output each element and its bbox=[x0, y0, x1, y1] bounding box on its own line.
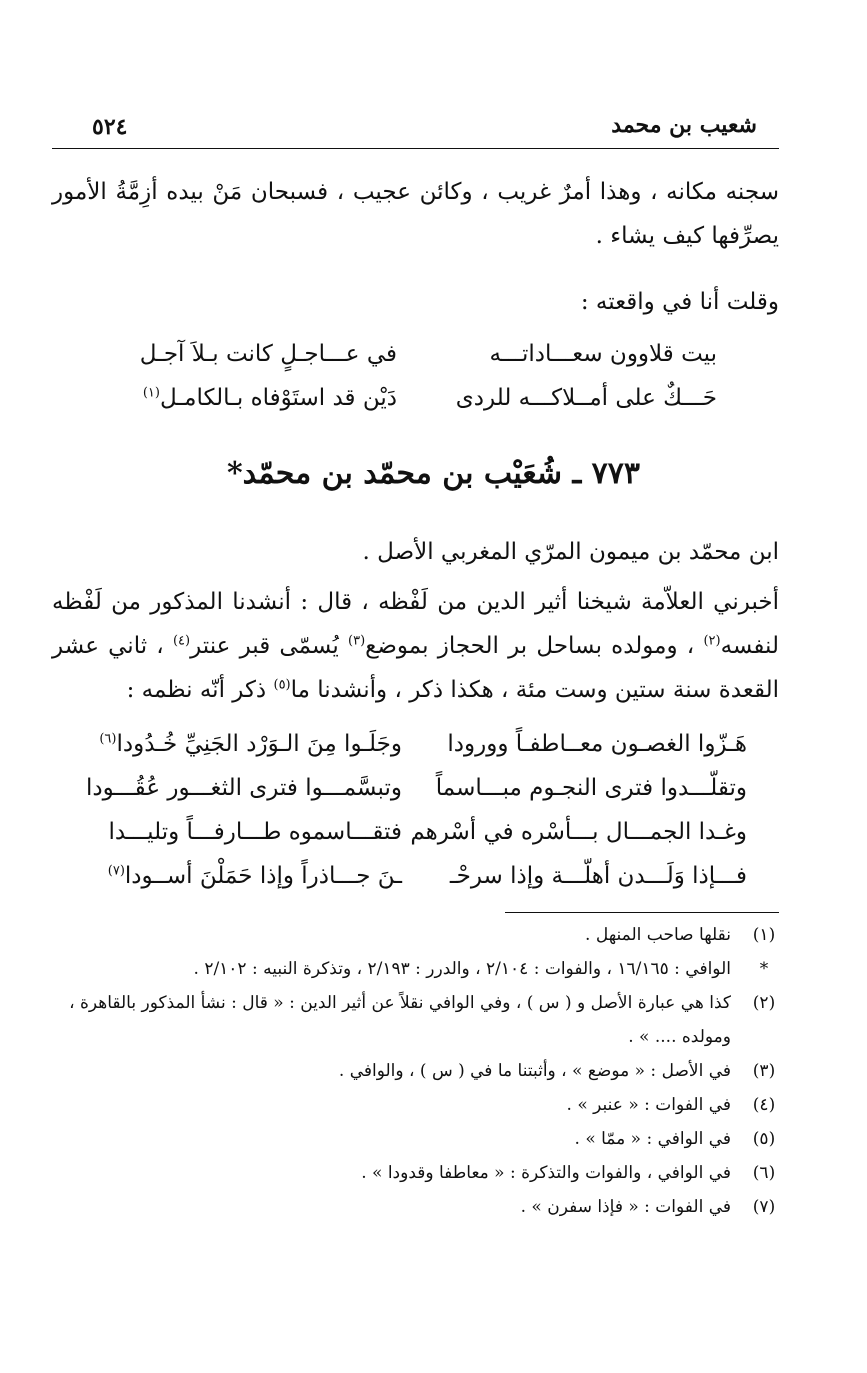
text-run: يُسمّى قبر عنتر bbox=[190, 633, 339, 659]
paragraph bbox=[52, 280, 779, 324]
footnote-ref: (٦) bbox=[99, 731, 117, 747]
footnote-text: الوافي : ١٦/١٦٥ ، والفوات : ٢/١٠٤ ، والدرر : ٢/١٩٣ ، وتذكرة النبيه : ٢/١٠٢ . bbox=[193, 959, 731, 979]
footnote bbox=[52, 1088, 779, 1122]
paragraph-text: سجنه مكانه ، وهذا أمرٌ غريب ، وكائن عجيب ، فسبحان مَنْ بيده أزِمَّةُ الأمور يصرِّفها كيف يشاء . bbox=[52, 179, 779, 249]
footnote-text: كذا هي عبارة الأصل و ( س ) ، وفي الوافي نقلاً عن أثير الدين : « قال : نشأ المذكور بالقاهرة ، ومولده .... » . bbox=[69, 993, 731, 1047]
poem-hemistich-text: وجَلَـوا مِنَ الـوَرْد الجَنِيِّ خُـدُودا bbox=[116, 731, 402, 757]
footnote-text: في الوافي ، والفوات والتذكرة : « معاطفا وقدودا » . bbox=[361, 1163, 731, 1183]
footnote-text: نقلها صاحب المنهل . bbox=[585, 925, 731, 945]
poem-hemistich-first: فـــإذا وَلَـــدن أهلّـــة وإذا سرحْـ bbox=[449, 863, 747, 889]
text-run: أخبرني العلاّمة شيخنا أثير الدين من لَفْظه ، قال : أنشدنا المذكور من لَفْظه لنفسه bbox=[52, 589, 780, 659]
poem-hemistich-second bbox=[99, 722, 402, 766]
paragraph-text: وقلت أنا في واقعته : bbox=[580, 289, 779, 315]
footnote-ref: (٣) bbox=[348, 633, 366, 649]
footnote-mark: (٧) bbox=[752, 1197, 776, 1217]
poem-hemistich-second bbox=[108, 854, 402, 898]
poem-hemistich-first: وتقلّـــدوا فترى النجـوم مبـــاسماً bbox=[435, 775, 747, 801]
footnote-mark: (٢) bbox=[752, 993, 776, 1013]
footnotes bbox=[52, 918, 779, 1224]
footnote bbox=[52, 918, 779, 952]
footnote-mark: (٥) bbox=[752, 1129, 776, 1149]
paragraph bbox=[52, 170, 779, 258]
text-run: ذكر أنّه نظمه : bbox=[126, 677, 267, 703]
footnote-text: في الأصل : « موضع » ، وأثبتنا ما في ( س ) ، والوافي . bbox=[338, 1061, 731, 1081]
footnote-mark: * bbox=[759, 959, 769, 979]
paragraph-text: ابن محمّد بن ميمون المرّي المغربي الأصل . bbox=[362, 539, 779, 565]
poem-hemistich-first: حَـــكٌ على أمــلاكـــه للردى bbox=[455, 385, 717, 411]
poem-hemistich-text: دَيْن قد استَوْفاه بـالكامـل bbox=[159, 385, 397, 411]
footnote-mark: (٤) bbox=[752, 1095, 776, 1115]
footnote-mark: (٦) bbox=[752, 1163, 776, 1183]
poem-hemistich-second bbox=[140, 332, 397, 376]
poem-line bbox=[80, 766, 747, 810]
footnote bbox=[52, 1054, 779, 1088]
footnote-text: في الوافي : « ممّا » . bbox=[574, 1129, 731, 1149]
footnote-ref: (٧) bbox=[107, 863, 125, 879]
poem-block bbox=[80, 722, 747, 898]
footnote bbox=[52, 1122, 779, 1156]
text-run: ، ثاني عشر القعدة سنة ستين وست مئة ، هكذا ذكر ، وأنشدنا ما bbox=[52, 633, 779, 703]
footnote-ref: (٤) bbox=[172, 633, 191, 649]
footnote-ref: (١) bbox=[142, 385, 160, 401]
poem-line bbox=[80, 810, 747, 854]
footnote-ref: (٥) bbox=[273, 677, 291, 693]
footnote-text: في الفوات : « عنبر » . bbox=[566, 1095, 731, 1115]
poem-line bbox=[80, 854, 747, 898]
poem-hemistich-text: في عـــاجـلٍ كانت بـلاَ آجـل bbox=[139, 341, 397, 367]
poem-hemistich-second: فتقـــاسموه طـــارفـــاً وتليـــدا bbox=[108, 819, 402, 845]
footnote bbox=[52, 1190, 779, 1224]
footnote-mark: (٣) bbox=[752, 1061, 776, 1081]
poem-line bbox=[80, 722, 747, 766]
footnote-text: في الفوات : « فإذا سفرن » . bbox=[520, 1197, 731, 1217]
paragraph bbox=[52, 580, 779, 712]
entry-heading: ٧٧٣ ـ شُعَيْب بن محمّد بن محمّد* bbox=[226, 456, 641, 491]
text-run: ، ومولده بساحل بر الحجاز بموضع bbox=[365, 633, 695, 659]
page-number: ٥٢٤ bbox=[92, 114, 128, 140]
poem-hemistich-second: وتبسَّمـــوا فترى الثغـــور عُقُـــودا bbox=[85, 775, 402, 801]
poem-line bbox=[120, 332, 717, 376]
footnote-ref: (٢) bbox=[703, 633, 721, 649]
footnote-mark: (١) bbox=[752, 925, 776, 945]
running-header-title: شعيب بن محمد bbox=[611, 112, 757, 138]
poem-hemistich-second bbox=[143, 376, 397, 420]
poem-line bbox=[120, 376, 717, 420]
header-rule bbox=[52, 148, 779, 149]
poem-hemistich-text: ـنَ جـــاذراً وإذا حَمَلْنَ أســودا bbox=[124, 863, 402, 889]
poem-hemistich-first: بيت قلاوون سعـــاداتـــه bbox=[489, 341, 717, 367]
footnote bbox=[52, 986, 779, 1054]
paragraph bbox=[52, 530, 779, 574]
poem-block bbox=[120, 332, 717, 420]
footnote bbox=[52, 1156, 779, 1190]
footnote-rule bbox=[505, 912, 779, 913]
poem-hemistich-first: وغـدا الجمـــال بـــأسْره في أسْرهم bbox=[410, 819, 747, 845]
poem-hemistich-first: هَـزّوا الغصـون معــاطفـاً وورودا bbox=[447, 731, 747, 757]
footnote bbox=[52, 952, 779, 986]
paragraph-text bbox=[52, 580, 779, 712]
